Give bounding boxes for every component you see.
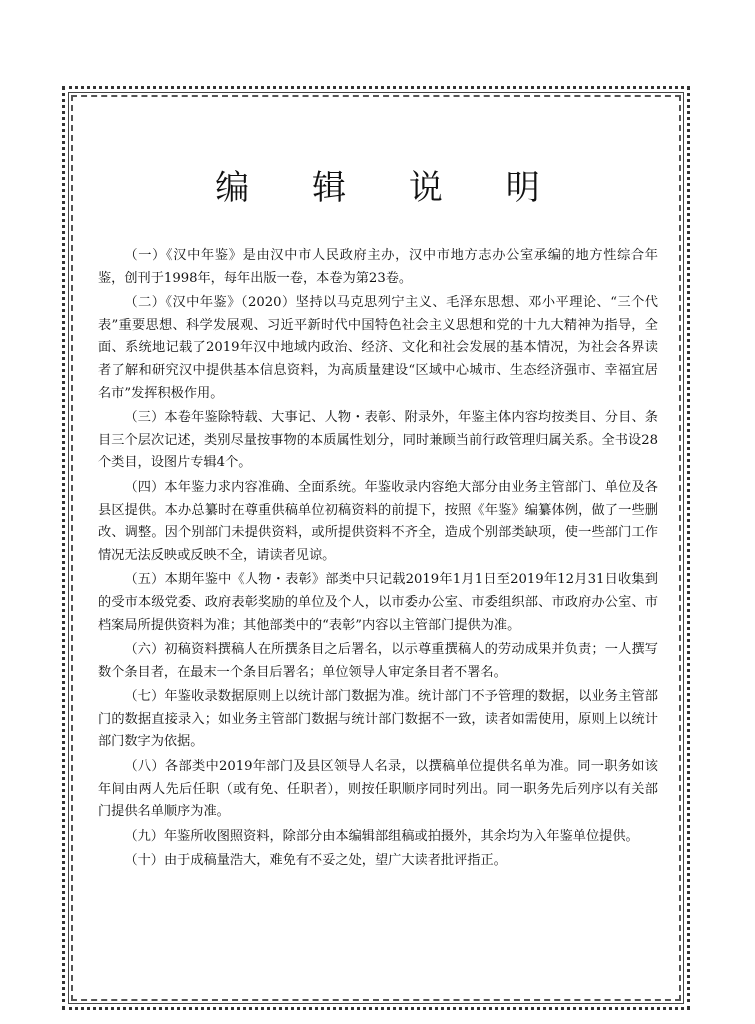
note-4: （四）本年鉴力求内容准确、全面系统。年鉴收录内容绝大部分由业务主管部门、单位及各县区提供。本办总纂时在尊重供稿单位初稿资料的前提下，按照《年鉴》编纂体例，做了一些删改、调整。因个别部门未提供资料，或所提供资料不齐全，造成个别部类缺项，使一些部门工作情况无法反映或反映不全，请读者见谅。 xyxy=(98,479,658,563)
note-5: （五）本期年鉴中《人物・表彰》部类中只记载2019年1月1日至2019年12月31日收集到的受市本级党委、政府表彰奖励的单位及个人，以市委办公室、市委组织部、市政府办公室、市档案局所提供资料为准；其他部类中的“表彰”内容以主管部门提供为准。 xyxy=(98,572,658,633)
note-6: （六）初稿资料撰稿人在所撰条目之后署名，以示尊重撰稿人的劳动成果并负责；一人撰写数个条目者，在最末一个条目后署名；单位领导人审定条目者不署名。 xyxy=(98,642,658,680)
note-10: （十）由于成稿量浩大，难免有不妥之处，望广大读者批评指正。 xyxy=(124,853,507,869)
note-1: （一）《汉中年鉴》是由汉中市人民政府主办，汉中市地方志办公室承编的地方性综合年鉴，创刊于1998年，每年出版一卷，本卷为第23卷。 xyxy=(98,248,658,286)
note-9: （九）年鉴所收图照资料，除部分由本编辑部组稿或拍摄外，其余均为入年鉴单位提供。 xyxy=(124,828,639,844)
page-title: 编 辑 说 明 xyxy=(215,168,566,208)
note-8: （八）各部类中2019年部门及县区领导人名录，以撰稿单位提供名单为准。同一职务如该年间由两人先后任职（或有免、任职者），则按任职顺序同时列出。同一职务先后列序以有关部门提供名单顺序为准。 xyxy=(98,759,658,820)
note-2: （二）《汉中年鉴》（2020）坚持以马克思列宁主义、毛泽东思想、邓小平理论、“三个代表”重要思想、科学发展观、习近平新时代中国特色社会主义思想和党的十九大精神为指导，全面、系统地记载了2019年汉中地域内政治、经济、文化和社会发展的基本情况，为社会各界读者了解和研究汉中提供基本信息资料，为高质量建设“区域中心城市、生态经济强市、幸福宜居名市”发挥积极作用。 xyxy=(98,295,658,401)
editorial-notes xyxy=(98,245,658,875)
note-7: （七）年鉴收录数据原则上以统计部门数据为准。统计部门不予管理的数据，以业务主管部门的数据直接录入；如业务主管部门数据与统计部门数据不一致，读者如需使用，原则上以统计部门数字为依据。 xyxy=(98,689,658,750)
note-3: （三）本卷年鉴除特载、大事记、人物・表彰、附录外，年鉴主体内容均按类目、分目、条目三个层次记述，类别尽量按事物的本质属性划分，同时兼顾当前行政管理归属关系。全书设28个类目，设图片专辑4个。 xyxy=(98,410,658,471)
